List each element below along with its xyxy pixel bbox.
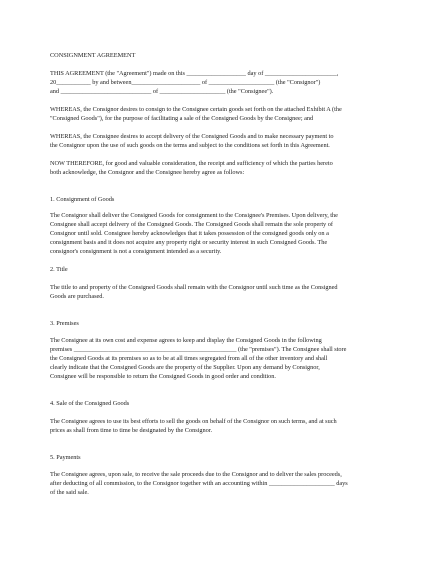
section-line: premises ____________________________________________________ (the "premises"). The Consignee shall store: [50, 346, 347, 353]
section-line: of the said sale.: [50, 489, 89, 496]
section-heading: 2. Title: [50, 266, 68, 273]
whereas-line: the Consignor upon the use of such goods on the terms and subject to the conditions set forth in this Agreement.: [50, 142, 330, 149]
section-line: consignor's consignment is not a consignment intended as a security.: [50, 248, 222, 255]
whereas-line: WHEREAS, the Consignor desires to consign to the Consignee certain goods set forth on the attached Exhibit A (the: [50, 106, 342, 113]
whereas-line: "Consigned Goods"), for the purpose of facilitating a sale of the Consigned Goods by the Consignee; and: [50, 115, 314, 122]
section-heading: 3. Premises: [50, 320, 79, 327]
section-line: the Consigned Goods at its premises so as to be at all times segregated from all of the other inventory and shall: [50, 355, 328, 362]
intro-line: 20___________ by and between______________________ of _____________________ (the "Consignor"): [50, 79, 321, 86]
section-line: The Consignor shall deliver the Consigned Goods for consignment to the Consignee's Premises. Upon delivery, the: [50, 212, 338, 219]
section-line: after deducting of all commission, to the Consignor together with an accounting within _____________________ days: [50, 480, 348, 487]
section-heading: 4. Sale of the Consigned Goods: [50, 400, 130, 407]
section-line: The Consignee agrees to use its best efforts to sell the goods on behalf of the Consignor on such terms, and at such: [50, 418, 337, 425]
section-line: clearly indicate that the Consigned Goods are the property of the Supplier. Upon any demand by Consignor,: [50, 364, 320, 371]
document-title: CONSIGNMENT AGREEMENT: [50, 52, 136, 59]
section-line: consignment basis and it does not acquire any property right or security interest in such Consigned Goods. The: [50, 239, 328, 246]
section-line: Consignor until sold. Consignee hereby acknowledges that it takes possession of the consigned goods only on a: [50, 230, 329, 237]
section-line: prices as shall from time to time be designated by the Consignor.: [50, 427, 213, 434]
section-line: Goods are purchased.: [50, 293, 104, 300]
intro-line: THIS AGREEMENT (the "Agreement") made on this ___________________ day of _______________________,: [50, 70, 339, 77]
now-therefore-line: both acknowledge, the Consignor and the Consignee hereby agree as follows:: [50, 169, 245, 176]
now-therefore-line: NOW THEREFORE, for good and valuable consideration, the receipt and sufficiency of which the parties hereto: [50, 160, 333, 167]
section-line: Consignee shall accept delivery of the Consigned Goods. The Consigned Goods shall remain the sole property of: [50, 221, 333, 228]
section-heading: 1. Consignment of Goods: [50, 196, 115, 203]
section-line: The title to and property of the Consigned Goods shall remain with the Consignor until such time as the Consigned: [50, 284, 338, 291]
intro-line: and _____________________________ of _____________________ (the "Consignee").: [50, 88, 274, 95]
section-line: The Consignee agrees, upon sale, to receive the sale proceeds due to the Consignor and to deliver the sales proceeds,: [50, 471, 342, 478]
section-line: The Consignee at its own cost and expense agrees to keep and display the Consigned Goods in the following: [50, 337, 322, 344]
section-line: Consignee will be responsible to return the Consigned Goods in good order and condition.: [50, 373, 276, 380]
whereas-line: WHEREAS, the Consignee desires to accept delivery of the Consigned Goods and to make necessary payment to: [50, 133, 334, 140]
section-heading: 5. Payments: [50, 454, 81, 461]
